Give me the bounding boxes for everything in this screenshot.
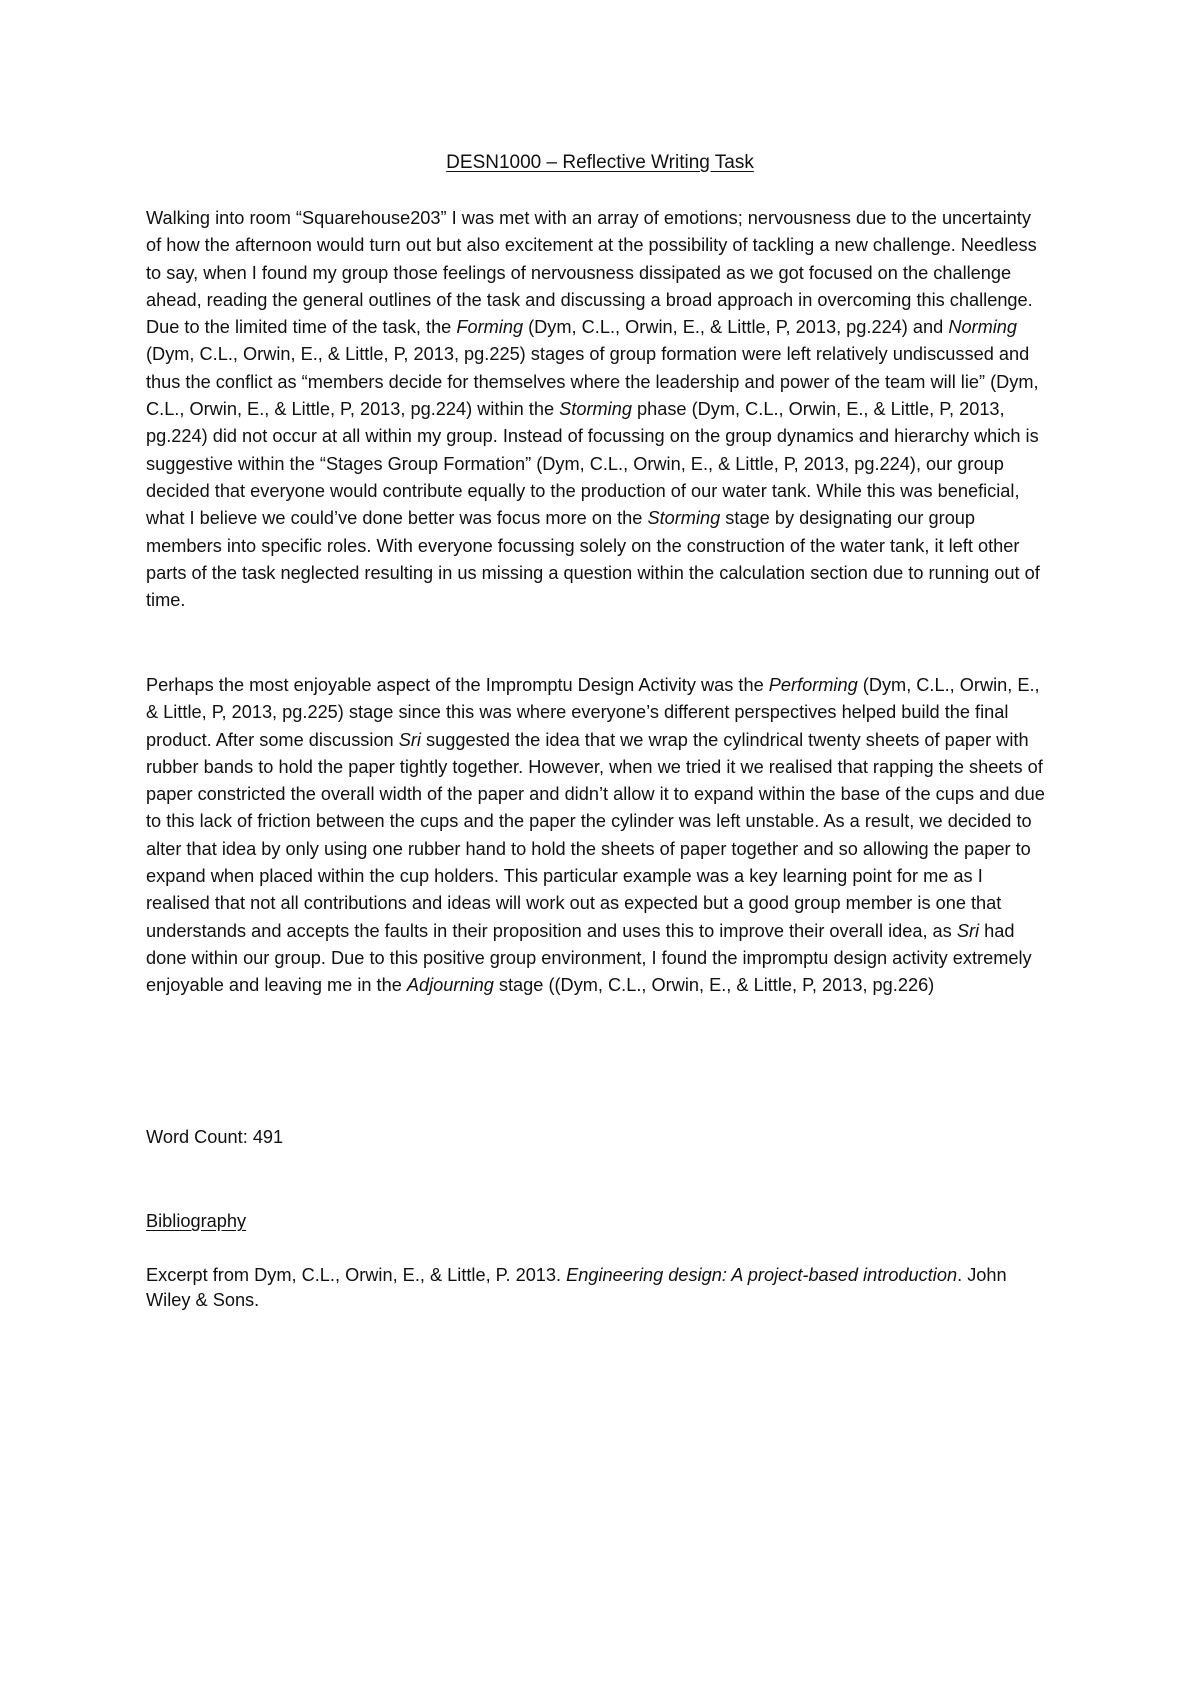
italic-term: Adjourning	[406, 975, 494, 996]
paragraph-performing-stage	[146, 672, 1050, 1000]
italic-term: Storming	[647, 508, 721, 529]
text-run: phase (Dym, C.L., Orwin, E., & Little, P, 2013, pg.224) did not occur at all within my group. Instead of focussing on the group dynamics and hierarchy which is suggestive within the “Stages Group Formation” (Dym, C.L., Orwin, E., & Little, P, 2013, pg.224), our group decided that everyone would contribute equally to the production of our water tank. While this was beneficial, what I believe we could’ve done better was focus more on the	[146, 399, 1039, 529]
word-count: Word Count: 491	[146, 1127, 284, 1147]
text-run: (Dym, C.L., Orwin, E., & Little, P, 2013, pg.225) stage since this was where everyone’s different perspectives helped build the final product. After some discussion	[146, 675, 1040, 750]
document-title: DESN1000 – Reflective Writing Task	[446, 152, 754, 173]
text-run: Walking into room “Squarehouse203” I was met with an array of emotions; nervousness due to the uncertainty of how the afternoon would turn out but also excitement at the possibility of tackling a new challenge. Needless to say, when I found my group those feelings of nervousness dissipated as we got focused on the challenge ahead, reading the general outlines of the task and discussing a broad approach in overcoming this challenge. Due to the limited time of the task, the	[146, 208, 1037, 338]
text-run: had done within our group. Due to this positive group environment, I found the impromptu design activity extremely enjoyable and leaving me in the	[146, 920, 1032, 996]
italic-term: Sri	[398, 729, 421, 750]
text-run: stage ((Dym, C.L., Orwin, E., & Little, P, 2013, pg.226)	[493, 975, 935, 996]
bibliography-entry-title: Engineering design: A project-based introduction	[566, 1265, 958, 1285]
bibliography-heading: Bibliography	[146, 1211, 247, 1231]
bibliography-entry-suffix: . John Wiley & Sons.	[146, 1265, 1007, 1310]
italic-term: Norming	[948, 317, 1018, 338]
bibliography-entry	[146, 1263, 1050, 1313]
text-run: stage by designating our group members into specific roles. With everyone focussing solely on the construction of the water tank, it left other parts of the task neglected resulting in us missing a question within the calculation section due to running out of time.	[146, 508, 1040, 611]
bibliography-entry-prefix: Excerpt from Dym, C.L., Orwin, E., & Little, P. 2013.	[146, 1265, 567, 1285]
text-run: Perhaps the most enjoyable aspect of the Impromptu Design Activity was the	[146, 675, 769, 695]
italic-term: Performing	[768, 675, 858, 695]
text-run: (Dym, C.L., Orwin, E., & Little, P, 2013, pg.224) and	[523, 317, 949, 338]
text-run: suggested the idea that we wrap the cylindrical twenty sheets of paper with rubber bands to hold the paper tightly together. However, when we tried it we realised that rapping the sheets of paper constricted the overall width of the paper and didn’t allow it to expand within the base of the cups and due to this lack of friction between the cups and the paper the cylinder was left unstable. As a result, we decided to alter that idea by only using one rubber hand to hold the sheets of paper together and so allowing the paper to expand when placed within the cup holders. This particular example was a key learning point for me as I realised that not all contributions and ideas will work out as expected but a good group member is one that understands and accepts the faults in their proposition and uses this to improve their overall idea, as	[146, 729, 1045, 941]
paragraph-group-formation	[146, 205, 1050, 614]
text-run: (Dym, C.L., Orwin, E., & Little, P, 2013, pg.225) stages of group formation were left relatively undiscussed and thus the conflict as “members decide for themselves where the leadership and power of the team will lie” (Dym, C.L., Orwin, E., & Little, P, 2013, pg.224) within the	[146, 344, 1039, 420]
italic-term: Storming	[559, 399, 632, 420]
italic-term: Sri	[956, 920, 980, 941]
italic-term: Forming	[456, 317, 524, 338]
